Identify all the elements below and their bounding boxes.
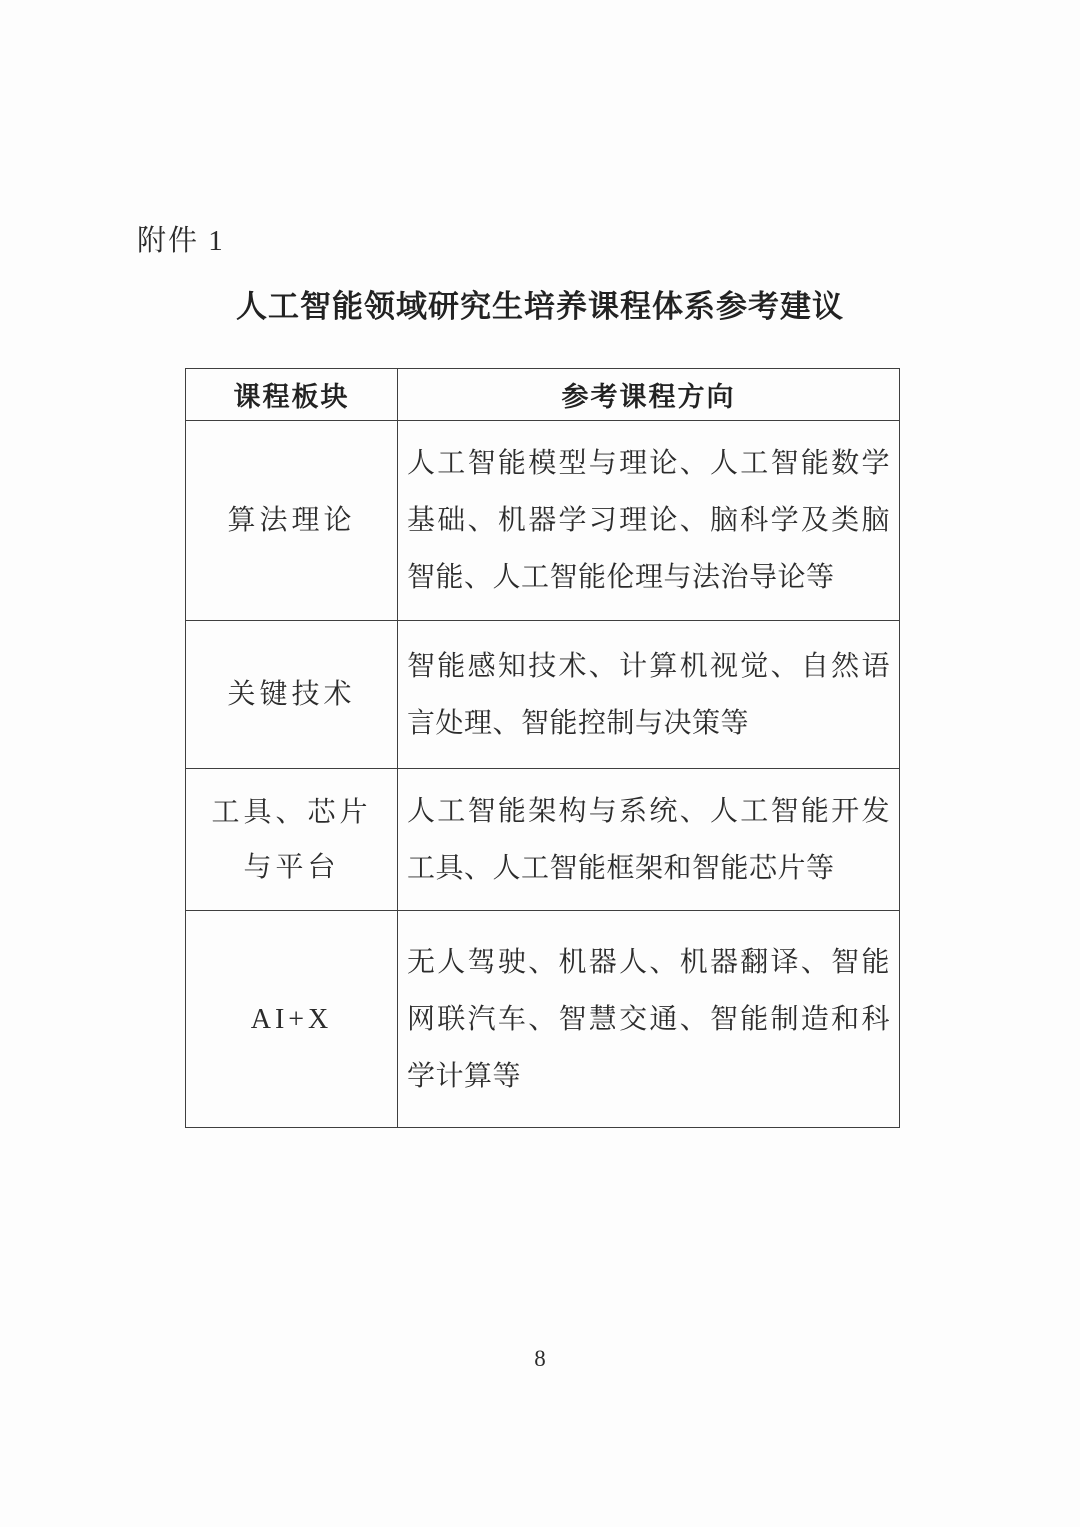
column-header-module: 课程板块: [186, 369, 398, 421]
module-cell: 算法理论: [186, 421, 398, 621]
directions-cell: 人工智能架构与系统、人工智能开发工具、人工智能框架和智能芯片等: [398, 769, 900, 911]
attachment-label: 附件 1: [137, 225, 225, 257]
module-cell: 关键技术: [186, 621, 398, 769]
directions-cell: 智能感知技术、计算机视觉、自然语言处理、智能控制与决策等: [398, 621, 900, 769]
table-row-ai-plus-x: [186, 911, 900, 1128]
column-header-directions: 参考课程方向: [398, 369, 900, 421]
course-table: [185, 368, 900, 1128]
module-cell: 工具、芯片与平台: [186, 769, 398, 911]
directions-cell: 无人驾驶、机器人、机器翻译、智能网联汽车、智慧交通、智能制造和科学计算等: [398, 911, 900, 1128]
page-title: 人工智能领域研究生培养课程体系参考建议: [236, 289, 844, 324]
page-number: 8: [534, 1346, 546, 1371]
table-row-algorithm-theory: [186, 421, 900, 621]
table-row-key-technologies: [186, 621, 900, 769]
table-row-tools-chips-platforms: [186, 769, 900, 911]
directions-cell: 人工智能模型与理论、人工智能数学基础、机器学习理论、脑科学及类脑智能、人工智能伦理与法治导论等: [398, 421, 900, 621]
module-cell: AI+X: [186, 911, 398, 1128]
table-header-row: [186, 369, 900, 421]
